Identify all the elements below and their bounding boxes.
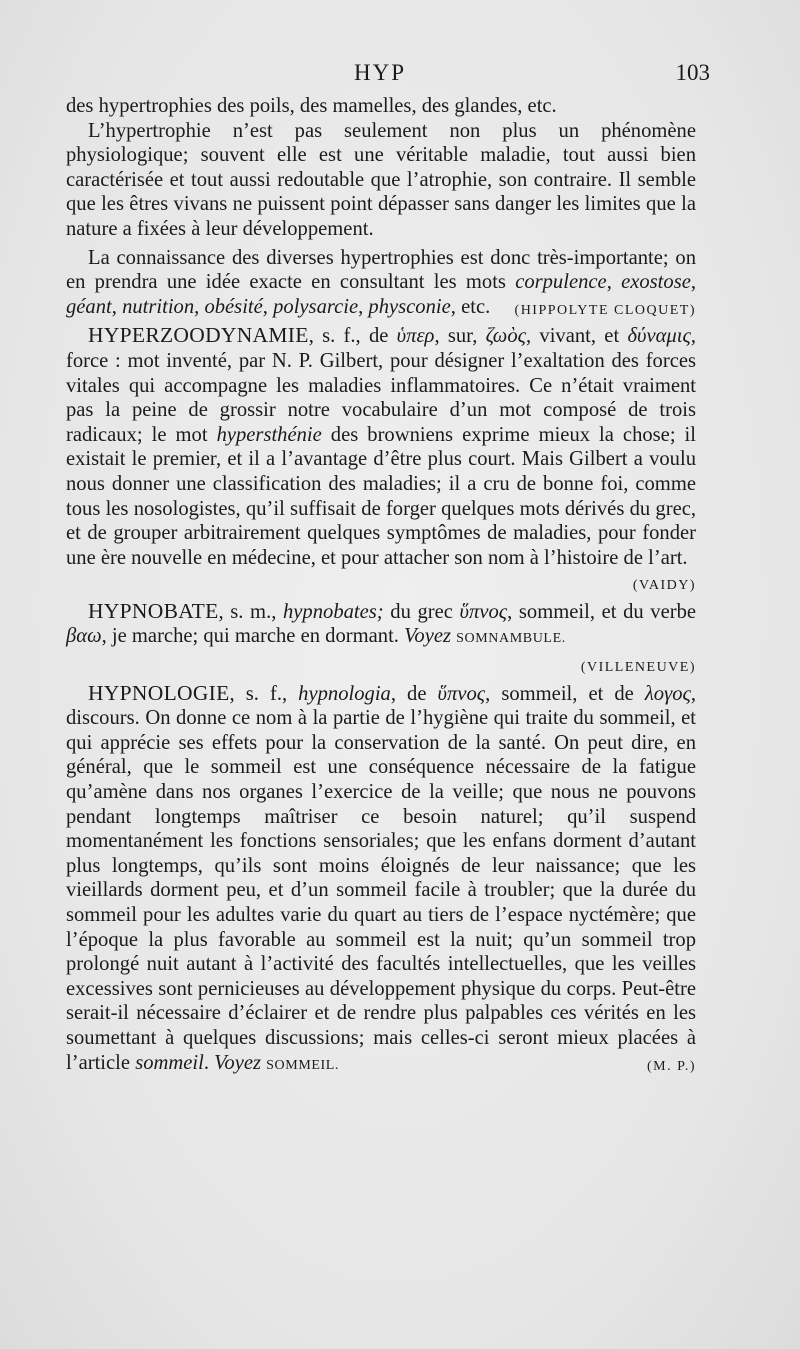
text-segment: , vivant, et bbox=[526, 325, 628, 348]
text-segment: nutrition bbox=[122, 295, 195, 318]
text-segment: hypnologia bbox=[298, 682, 391, 705]
text-segment: , bbox=[194, 295, 205, 318]
text-segment: du grec bbox=[383, 600, 460, 623]
text-segment: , force : mot inventé, par N. P. Gilbert, pour désigner l’exaltation des forces vitales qui accompagne les maladies inflammatoires. Ce n’était vraiment pas la peine de grossir notre vocabulaire d’un mot composé de trois radicaux; le mot bbox=[66, 325, 696, 446]
text-segment: , sommeil, et du verbe bbox=[507, 600, 697, 623]
text-segment: ὕπνος bbox=[437, 682, 486, 705]
text-segment: polysarcie bbox=[273, 295, 359, 318]
body-text bbox=[66, 94, 696, 1079]
text-segment: , bbox=[262, 295, 274, 318]
text-segment: ὕπνος bbox=[459, 600, 508, 623]
text-segment: βαω bbox=[66, 625, 102, 648]
text-segment: obésité bbox=[204, 295, 263, 318]
entry-headword: HYPNOBATE bbox=[88, 598, 219, 623]
page-header bbox=[60, 60, 710, 94]
text-segment: ὑπερ bbox=[396, 325, 435, 348]
text-segment: géant bbox=[66, 295, 112, 318]
text-segment: L’hypertrophie n’est pas seulement non plus un phénomène physiologique; souvent elle est une véritable maladie, tout aussi bien caractérisée et tout aussi redoutable que l’atrophie, son contraire. Il semble que les êtres vivans ne puissent point dépasser sans danger les limites que la nature a fixées à leur développement. bbox=[66, 119, 696, 240]
text-segment: La connaissance des diverses hypertrophies est donc très-importante; on en prendra une idée exacte en consultant les mots bbox=[66, 246, 696, 294]
text-segment: hypnobates; bbox=[283, 600, 384, 623]
text-segment: des hypertrophies des poils, des mamelles, des glandes, etc. bbox=[66, 95, 557, 117]
running-head: HYP bbox=[353, 60, 406, 85]
text-segment: λογος bbox=[644, 682, 691, 705]
paragraph-p1 bbox=[66, 94, 696, 119]
paragraph-p4 bbox=[66, 323, 696, 599]
text-segment: SOMMEIL. bbox=[266, 1057, 340, 1073]
author-signature: (VILLENEUVE) bbox=[580, 660, 696, 676]
text-segment: , je marche; qui marche en dormant. bbox=[101, 625, 405, 648]
text-segment: , discours. On donne ce nom à la partie de l’hygiène qui traite du sommeil, et qui apprécie ses effets pour la conservation de la santé. On peut dire, en général, que le sommeil est une conséquence nécessaire de la fatigue qu’amène dans nos organes l’exercice de la veille; que nous ne pouvons pendant longtemps maîtriser ce besoin naturel; qu’il suspend momentanément les fonctions sensoriales; que les enfans dorment d’autant plus longtemps, qu’ils sont moins éloignés de leur naissance; que les vieillards dorment peu, et d’un sommeil facile à troubler; que la durée du sommeil pour les adultes varie du quart au tiers de l’espace nyctémère; que l’époque la plus favorable au sommeil est la nuit; qu’un sommeil trop prolongé nuit autant à l’activité des facultés intellectuelles, que les veilles excessives sont pernicieuses au développement physique du corps. Peut-être serait-il nécessaire d’éclairer et de rendre plus palpables ces vérités en les soumettant à quelques discussions; mais celles-ci seront mieux placées à l’article bbox=[66, 682, 696, 1074]
paragraph-p5 bbox=[66, 599, 696, 681]
text-segment: , bbox=[358, 295, 369, 318]
text-segment: hypersthénie bbox=[216, 423, 322, 446]
paragraph-p3 bbox=[66, 246, 696, 324]
text-segment: δύναμις bbox=[627, 325, 691, 348]
text-segment: Voyez bbox=[214, 1051, 262, 1074]
page-number: 103 bbox=[675, 60, 710, 85]
text-segment: . bbox=[203, 1051, 215, 1074]
text-segment: , sommeil, et de bbox=[485, 682, 645, 705]
text-segment: SOMNAMBULE. bbox=[456, 631, 566, 647]
author-signature: (HIPPOLYTE CLOQUET) bbox=[514, 302, 696, 318]
text-segment: , bbox=[606, 271, 622, 294]
paragraph-p2 bbox=[66, 119, 696, 242]
text-segment: sommeil bbox=[135, 1051, 204, 1074]
author-signature: (VAIDY) bbox=[632, 578, 696, 594]
text-segment: , bbox=[690, 271, 697, 294]
paragraph-p6 bbox=[66, 681, 696, 1080]
text-segment: exostose bbox=[621, 271, 691, 294]
author-signature: (M. P.) bbox=[646, 1058, 696, 1074]
text-segment: , s. m., bbox=[218, 600, 283, 623]
text-segment: , s. f., bbox=[229, 682, 299, 705]
entry-headword: HYPERZOODYNAMIE bbox=[88, 323, 309, 348]
text-segment: Voyez bbox=[404, 625, 451, 648]
text-segment: , s. f., de bbox=[308, 325, 397, 348]
text-segment: ζωὸς bbox=[485, 325, 526, 348]
text-segment: physconie bbox=[368, 295, 451, 318]
entry-headword: HYPNOLOGIE bbox=[88, 680, 230, 705]
text-segment: , sur, bbox=[434, 325, 486, 348]
text-segment: , de bbox=[390, 682, 438, 705]
text-segment: , bbox=[111, 295, 123, 318]
text-segment: corpulence bbox=[515, 271, 607, 294]
text-segment: , etc. bbox=[450, 295, 491, 318]
text-segment: des browniens exprime mieux la chose; il existait le premier, et il a l’avantage d’être plus court. Mais Gilbert a voulu nous donner une classification des maladies; il a cru de bonne foi, comme tous les nosologistes, qu’il suffisait de forger quelques mots dérivés du grec, et de grouper arbitrairement quelques symptômes de maladies, pour fonder une ère nouvelle en médecine, et pour attacher son nom à l’histoire de l’art. bbox=[66, 423, 696, 569]
